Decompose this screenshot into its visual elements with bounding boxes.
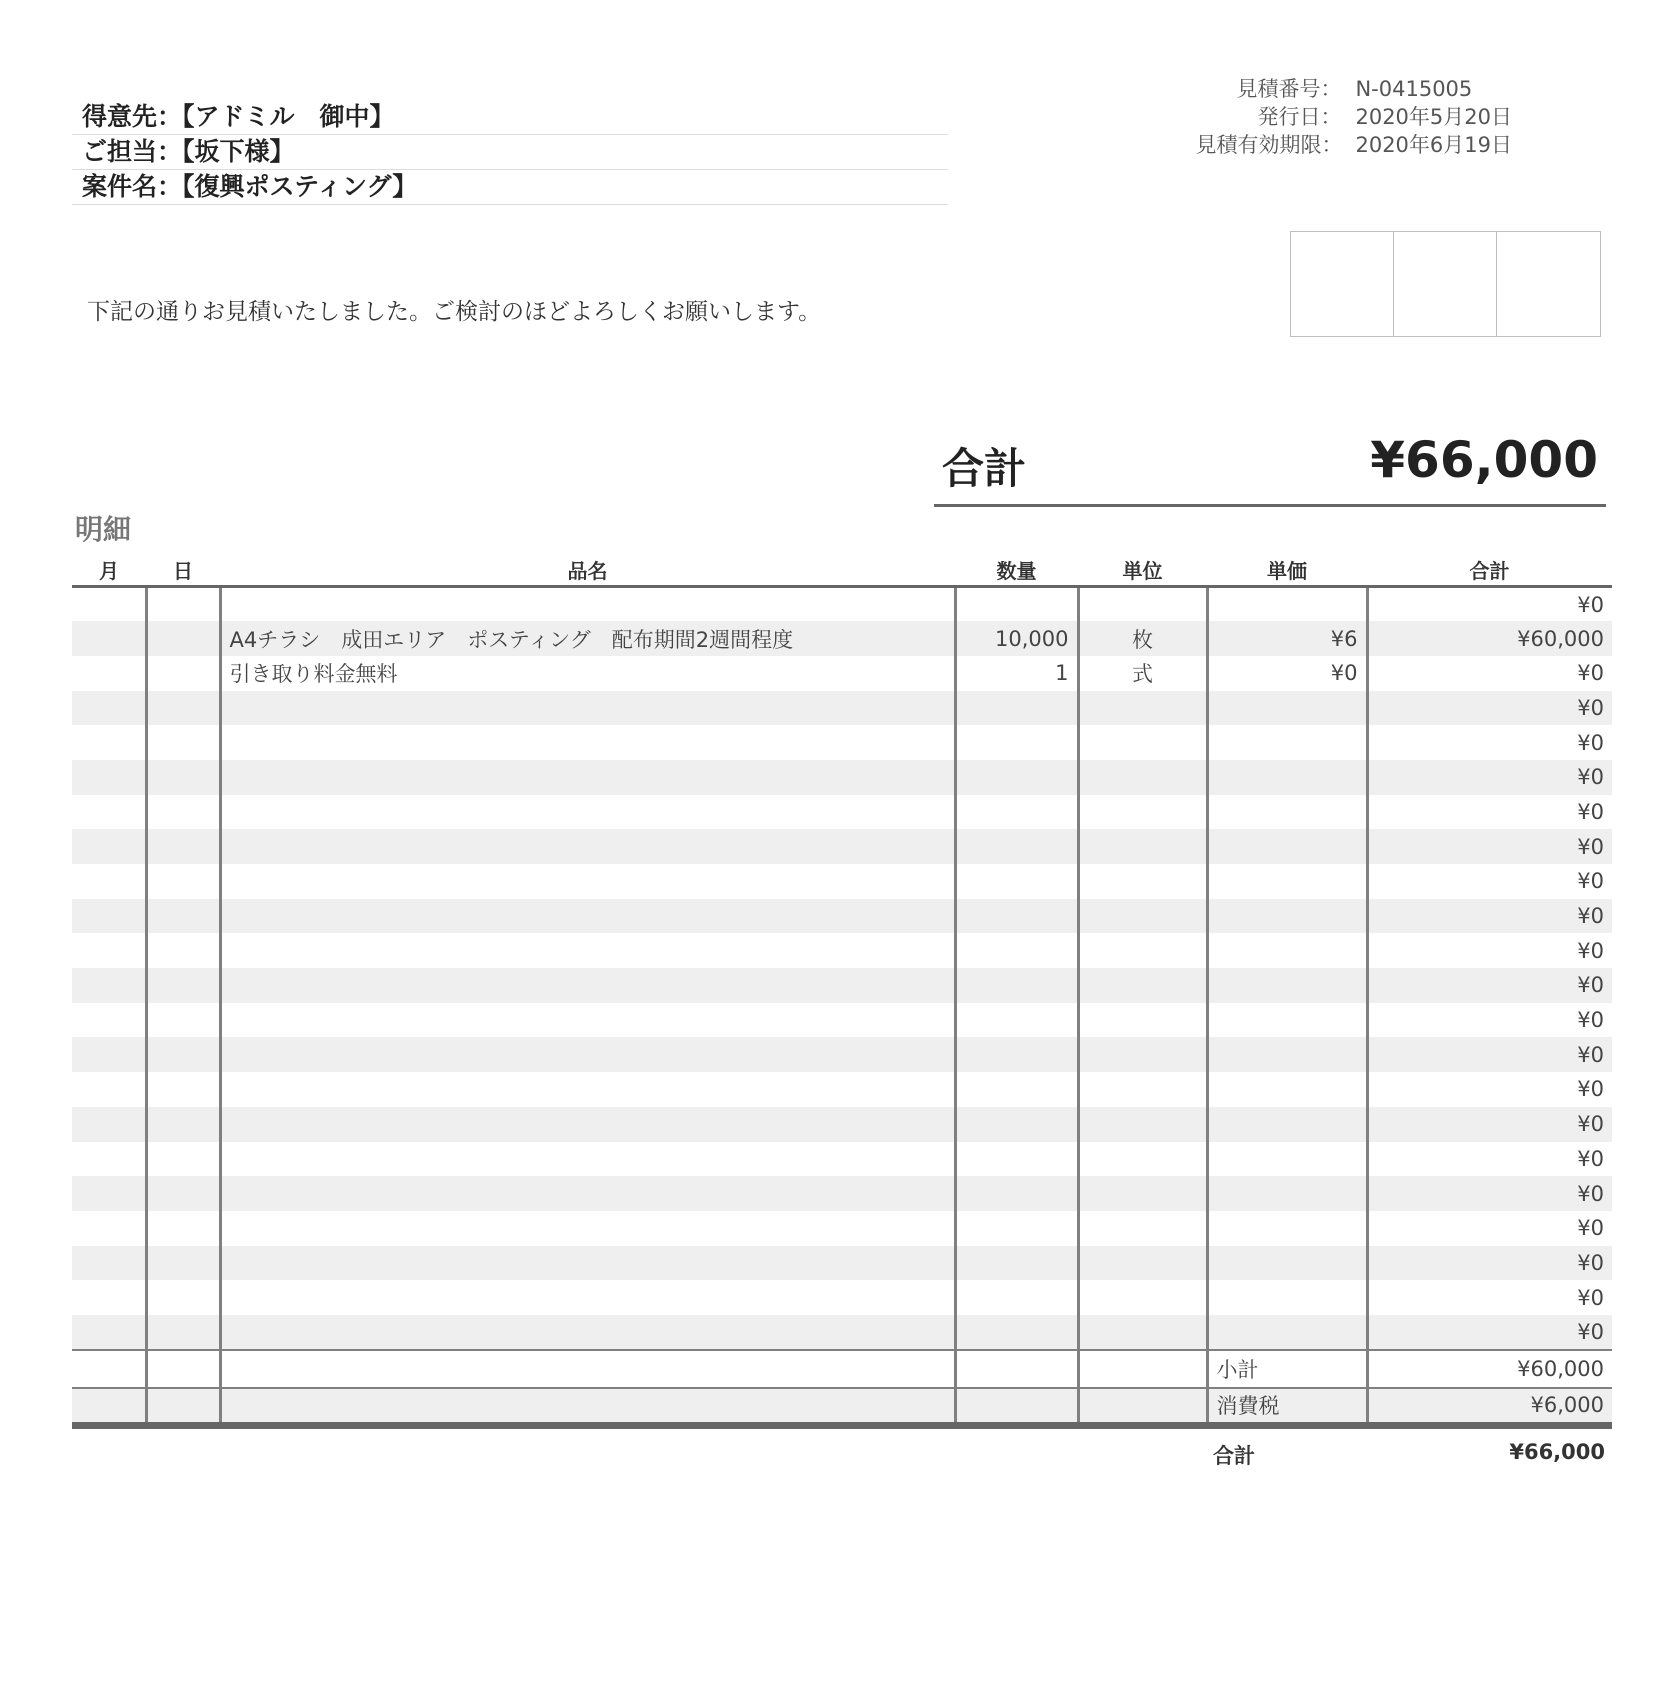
cell-qty — [955, 760, 1078, 795]
estimate-number: N-0415005 — [1355, 77, 1473, 101]
cell-month — [72, 1211, 146, 1246]
cell-unit — [1078, 1211, 1207, 1246]
cell-qty — [955, 829, 1078, 864]
cell-item — [220, 760, 955, 795]
cell-month — [72, 1176, 146, 1211]
cell-unit — [1078, 725, 1207, 760]
table-row — [72, 725, 1612, 760]
stamp-box — [1394, 232, 1497, 336]
cell-month — [72, 795, 146, 830]
table-row — [72, 1072, 1612, 1107]
cell-month — [72, 1107, 146, 1142]
cell-qty — [955, 899, 1078, 934]
cell-item — [220, 1280, 955, 1315]
table-cell — [72, 1350, 146, 1388]
cell-item — [220, 1315, 955, 1350]
cell-unit — [1078, 1142, 1207, 1177]
table-row — [72, 760, 1612, 795]
cell-day — [146, 1003, 220, 1038]
table-row — [72, 587, 1612, 622]
cell-qty — [955, 864, 1078, 899]
table-row — [72, 933, 1612, 968]
cell-qty: 10,000 — [955, 621, 1078, 656]
cell-amount: ¥0 — [1367, 899, 1612, 934]
table-row — [72, 1280, 1612, 1315]
cell-day — [146, 899, 220, 934]
cell-amount: ¥0 — [1577, 1008, 1604, 1033]
cell-day — [146, 1280, 220, 1315]
cell-amount: ¥0 — [1367, 1246, 1612, 1281]
table-header-row — [72, 553, 1612, 587]
intro-message: 下記の通りお見積いたしました。ご検討のほどよろしくお願いします。 — [87, 299, 822, 325]
cell-day — [146, 1142, 220, 1177]
cell-amount: ¥0 — [1367, 1176, 1612, 1211]
cell-unit-price — [1207, 1003, 1367, 1038]
cell-item — [220, 1072, 955, 1107]
cell-item — [220, 933, 955, 968]
cell-qty — [955, 1280, 1078, 1315]
grand-total-label: 合計 — [1213, 1444, 1255, 1468]
cell-month — [72, 656, 146, 691]
cell-unit — [1078, 795, 1207, 830]
table-cell — [220, 1388, 955, 1426]
cell-unit-price — [1207, 1246, 1367, 1281]
cell-amount: ¥0 — [1577, 592, 1604, 617]
cell-day — [146, 1072, 220, 1107]
cell-day — [146, 1176, 220, 1211]
client-info — [72, 100, 948, 205]
cell-item: 引き取り料金無料 — [220, 656, 955, 691]
cell-unit-price — [1207, 1211, 1367, 1246]
cell-unit-price — [1207, 1072, 1367, 1107]
cell-qty — [955, 587, 1078, 622]
cell-unit — [1078, 587, 1207, 622]
cell-unit — [1078, 899, 1207, 934]
cell-day — [146, 1246, 220, 1281]
table-row — [72, 1107, 1612, 1142]
cell-amount: ¥0 — [1577, 1216, 1604, 1241]
cell-day — [146, 656, 220, 691]
issue-date: 2020年5月20日 — [1355, 105, 1512, 129]
cell-amount: ¥0 — [1367, 760, 1612, 795]
item-rows — [72, 587, 1612, 1350]
cell-qty — [955, 1142, 1078, 1177]
table-row — [72, 1142, 1612, 1177]
tax-label: 消費税 — [1207, 1388, 1367, 1426]
cell-unit-price: ¥0 — [1207, 656, 1367, 691]
estimate-number-row — [1195, 75, 1512, 103]
cell-qty — [955, 795, 1078, 830]
cell-unit-price — [1207, 1315, 1367, 1350]
cell-month — [72, 1037, 146, 1072]
table-row — [72, 656, 1612, 691]
cell-unit — [1078, 1176, 1207, 1211]
table-row — [72, 795, 1612, 830]
table-row — [72, 691, 1612, 726]
tax-row — [72, 1388, 1612, 1426]
cell-qty — [955, 1107, 1078, 1142]
cell-unit — [1078, 1315, 1207, 1350]
cell-unit — [1078, 1037, 1207, 1072]
cell-unit-price: ¥6 — [1207, 621, 1367, 656]
cell-unit-price — [1207, 1280, 1367, 1315]
tax-value: ¥6,000 — [1367, 1388, 1612, 1426]
cell-month — [72, 864, 146, 899]
cell-unit-price — [1207, 1176, 1367, 1211]
cell-unit — [1078, 829, 1207, 864]
details-table-wrap — [72, 553, 1612, 1429]
cell-unit — [1078, 933, 1207, 968]
subtotal-label: 小計 — [1207, 1350, 1367, 1388]
cell-unit — [1078, 760, 1207, 795]
table-row — [72, 968, 1612, 1003]
table-row — [72, 1037, 1612, 1072]
cell-qty — [955, 1176, 1078, 1211]
stamp-box — [1497, 232, 1600, 336]
grand-total — [1205, 1436, 1605, 1472]
cell-unit-price — [1207, 725, 1367, 760]
cell-amount: ¥0 — [1577, 661, 1604, 686]
table-row — [72, 1211, 1612, 1246]
cell-day — [146, 795, 220, 830]
cell-amount: ¥0 — [1577, 869, 1604, 894]
cell-amount: ¥0 — [1367, 1037, 1612, 1072]
cell-item — [220, 587, 955, 622]
cell-item — [220, 864, 955, 899]
cell-month — [72, 1003, 146, 1038]
table-row — [72, 621, 1612, 656]
cell-day — [146, 1211, 220, 1246]
cell-item — [220, 1246, 955, 1281]
cell-unit-price — [1207, 1107, 1367, 1142]
expiry-date: 2020年6月19日 — [1355, 133, 1512, 157]
cell-amount: ¥0 — [1367, 1315, 1612, 1350]
cell-qty — [955, 933, 1078, 968]
header-day: 日 — [146, 553, 220, 587]
cell-month — [72, 968, 146, 1003]
table-cell — [1078, 1350, 1207, 1388]
header-unit: 単位 — [1078, 553, 1207, 587]
cell-amount: ¥0 — [1577, 1077, 1604, 1102]
cell-unit-price — [1207, 587, 1367, 622]
contact-line: ご担当：【坂下様】 — [72, 135, 948, 170]
cell-month — [72, 829, 146, 864]
project-line: 案件名：【復興ポスティング】 — [72, 170, 948, 205]
cell-day — [146, 864, 220, 899]
table-row — [72, 1315, 1612, 1350]
cell-day — [146, 829, 220, 864]
cell-day — [146, 760, 220, 795]
cell-amount: ¥0 — [1367, 829, 1612, 864]
details-table — [72, 553, 1612, 1429]
cell-amount: ¥60,000 — [1367, 621, 1612, 656]
cell-month — [72, 1315, 146, 1350]
cell-amount: ¥0 — [1577, 730, 1604, 755]
table-cell — [1078, 1388, 1207, 1426]
estimate-number-label: 見積番号： — [1236, 77, 1342, 101]
table-row — [72, 829, 1612, 864]
cell-qty — [955, 1315, 1078, 1350]
header-month: 月 — [72, 553, 146, 587]
cell-day — [146, 1107, 220, 1142]
subtotal-value: ¥60,000 — [1367, 1350, 1612, 1388]
cell-item — [220, 725, 955, 760]
cell-month — [72, 1142, 146, 1177]
cell-unit-price — [1207, 829, 1367, 864]
details-title: 明細 — [75, 513, 132, 546]
stamp-box — [1291, 232, 1394, 336]
table-cell — [220, 1350, 955, 1388]
issue-date-row — [1195, 103, 1512, 131]
cell-unit-price — [1207, 760, 1367, 795]
table-row — [72, 864, 1612, 899]
cell-item — [220, 1037, 955, 1072]
cell-qty — [955, 968, 1078, 1003]
cell-item — [220, 1142, 955, 1177]
header-item: 品名 — [220, 553, 955, 587]
cell-day — [146, 621, 220, 656]
cell-item — [220, 1211, 955, 1246]
cell-unit-price — [1207, 1037, 1367, 1072]
table-cell — [955, 1350, 1078, 1388]
cell-unit — [1078, 1072, 1207, 1107]
cell-item — [220, 1176, 955, 1211]
table-row — [72, 1176, 1612, 1211]
table-row — [72, 899, 1612, 934]
cell-month — [72, 1280, 146, 1315]
cell-unit — [1078, 691, 1207, 726]
grand-total-value: ¥66,000 — [1509, 1440, 1605, 1464]
customer-line: 得意先：【アドミル 御中】 — [72, 100, 948, 135]
cell-unit — [1078, 864, 1207, 899]
cell-amount: ¥0 — [1577, 799, 1604, 824]
cell-unit: 式 — [1078, 656, 1207, 691]
cell-day — [146, 968, 220, 1003]
table-row — [72, 1003, 1612, 1038]
cell-amount: ¥0 — [1577, 938, 1604, 963]
table-cell — [146, 1350, 220, 1388]
expiry-row — [1195, 131, 1512, 159]
cell-qty — [955, 1072, 1078, 1107]
cell-amount: ¥0 — [1367, 691, 1612, 726]
cell-unit-price — [1207, 1142, 1367, 1177]
total-summary — [934, 428, 1606, 507]
cell-item — [220, 691, 955, 726]
cell-month — [72, 725, 146, 760]
cell-day — [146, 933, 220, 968]
cell-month — [72, 691, 146, 726]
stamp-boxes — [1290, 231, 1601, 337]
header-amount: 合計 — [1367, 553, 1612, 587]
cell-day — [146, 725, 220, 760]
cell-item — [220, 968, 955, 1003]
cell-month — [72, 621, 146, 656]
header-qty: 数量 — [955, 553, 1078, 587]
cell-unit-price — [1207, 864, 1367, 899]
table-cell — [72, 1388, 146, 1426]
total-amount: ¥66,000 — [1370, 431, 1598, 489]
cell-unit — [1078, 968, 1207, 1003]
table-cell — [146, 1388, 220, 1426]
cell-day — [146, 1037, 220, 1072]
cell-unit-price — [1207, 968, 1367, 1003]
cell-unit-price — [1207, 899, 1367, 934]
cell-month — [72, 760, 146, 795]
estimate-meta — [1195, 75, 1512, 159]
cell-qty — [955, 725, 1078, 760]
cell-item — [220, 795, 955, 830]
cell-qty — [955, 1211, 1078, 1246]
cell-month — [72, 587, 146, 622]
table-row — [72, 1246, 1612, 1281]
cell-unit-price — [1207, 933, 1367, 968]
cell-item — [220, 1003, 955, 1038]
cell-amount: ¥0 — [1367, 968, 1612, 1003]
cell-month — [72, 933, 146, 968]
cell-day — [146, 1315, 220, 1350]
cell-item — [220, 899, 955, 934]
cell-month — [72, 1072, 146, 1107]
cell-unit — [1078, 1003, 1207, 1038]
cell-qty — [955, 691, 1078, 726]
cell-item — [220, 829, 955, 864]
total-label: 合計 — [942, 444, 1027, 493]
cell-qty — [955, 1246, 1078, 1281]
cell-amount: ¥0 — [1577, 1285, 1604, 1310]
cell-amount: ¥0 — [1577, 1146, 1604, 1171]
expiry-label: 見積有効期限： — [1195, 133, 1343, 157]
cell-qty — [955, 1003, 1078, 1038]
cell-day — [146, 587, 220, 622]
cell-unit-price — [1207, 795, 1367, 830]
cell-day — [146, 691, 220, 726]
cell-unit — [1078, 1246, 1207, 1281]
cell-unit: 枚 — [1078, 621, 1207, 656]
cell-unit — [1078, 1107, 1207, 1142]
header-unit-price: 単価 — [1207, 553, 1367, 587]
cell-amount: ¥0 — [1367, 1107, 1612, 1142]
issue-date-label: 発行日： — [1257, 105, 1342, 129]
subtotal-row — [72, 1350, 1612, 1388]
cell-month — [72, 1246, 146, 1281]
cell-unit — [1078, 1280, 1207, 1315]
cell-qty: 1 — [955, 656, 1078, 691]
cell-month — [72, 899, 146, 934]
table-cell — [955, 1388, 1078, 1426]
cell-item: A4チラシ 成田エリア ポスティング 配布期間2週間程度 — [220, 621, 955, 656]
cell-qty — [955, 1037, 1078, 1072]
cell-item — [220, 1107, 955, 1142]
cell-unit-price — [1207, 691, 1367, 726]
